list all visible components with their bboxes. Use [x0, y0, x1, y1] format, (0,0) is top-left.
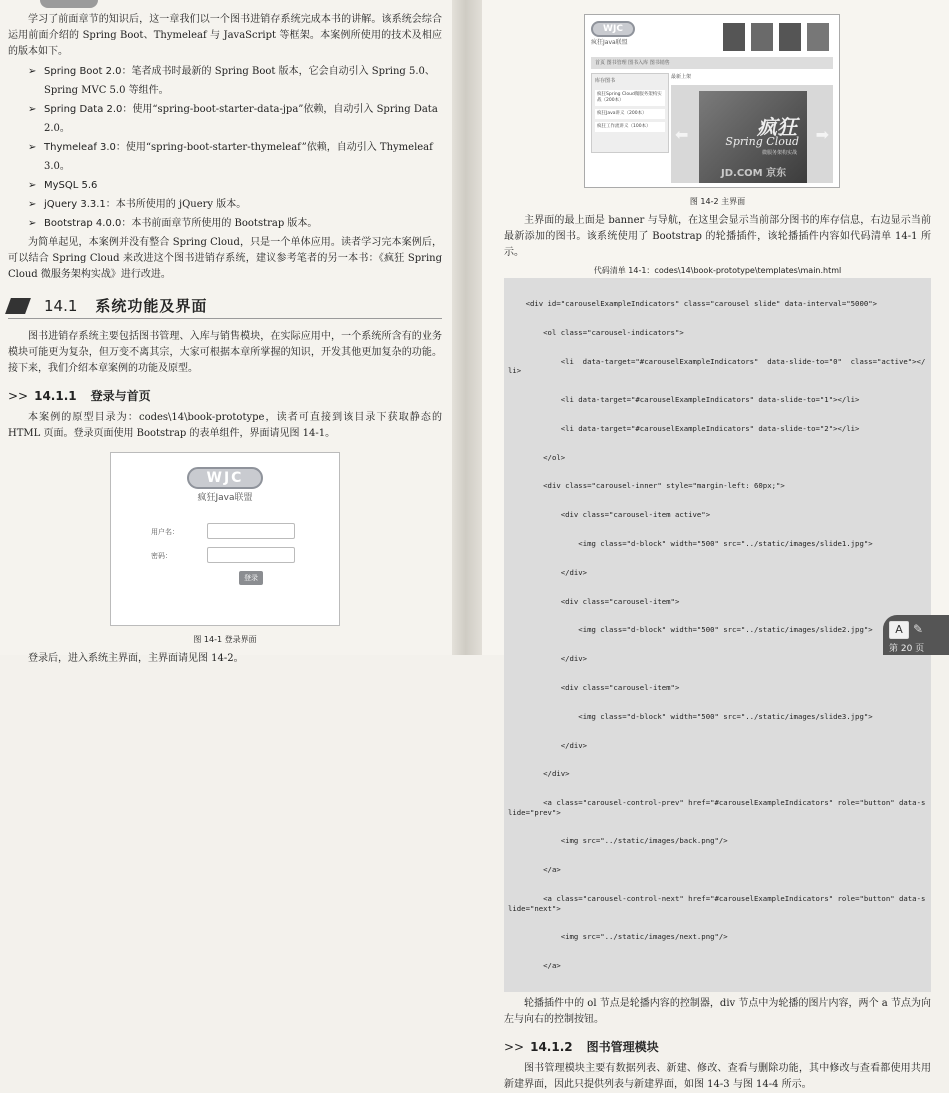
book-cover: 疯狂 Spring Cloud 微服务架构实战 JD.COM 京东	[699, 91, 807, 183]
book-spine	[452, 0, 482, 655]
list-item: 疯狂工作流讲义（100本）	[595, 122, 665, 132]
subsection-heading: >> 14.1.1 登录与首页	[8, 389, 151, 403]
body-paragraph: 轮播插件中的 ol 节点是轮播内容的控制器，div 节点中为轮播的图片内容，两个 a 节点为向左与向右的控制按钮。	[504, 997, 931, 1025]
carousel	[671, 85, 833, 183]
list-item: 疯狂Spring Cloud微服务架构实战（200本）	[595, 90, 665, 106]
username-label: 用户名：	[151, 528, 179, 536]
arrow-left-icon: ⬅	[675, 125, 689, 144]
code-line: <li data-target="#carouselExampleIndicators" data-slide-to="1"></li>	[508, 395, 860, 405]
book-thumbnail	[723, 23, 745, 51]
code-line: <a class="carousel-control-next" href="#carouselExampleIndicators" role="button" data-slide="next">	[508, 894, 926, 913]
logo: WJC 疯狂Java联盟	[173, 467, 277, 507]
list-item: ➢ Thymeleaf 3.0：使用“spring-boot-starter-thymeleaf”依赖，自动引入 Thymeleaf 3.0。	[30, 138, 442, 176]
tech-list	[8, 62, 442, 233]
annotate-pen-icon[interactable]: ✎	[913, 622, 924, 636]
stock-panel: 库存图书 疯狂Spring Cloud微服务架构实战（200本） 疯狂Java讲义（200本） 疯狂工作流讲义（100本）	[591, 73, 669, 153]
main-ui-figure	[584, 14, 840, 188]
code-line: <img src="../static/images/back.png"/>	[508, 836, 728, 846]
logo: WJC 疯狂Java联盟	[591, 21, 635, 46]
new-books-heading: 最新上架	[671, 74, 692, 80]
code-line: <ol class="carousel-indicators">	[508, 327, 684, 337]
list-item: ➢ MySQL 5.6	[30, 176, 442, 195]
code-line: </div>	[508, 654, 588, 664]
code-line: </div>	[508, 740, 588, 750]
code-line: <div class="carousel-item">	[508, 596, 680, 606]
left-page	[0, 0, 452, 664]
body-paragraph: 主界面的最上面是 banner 与导航，在这里会显示当前部分图书的库存信息，右边显示当前最新添加的图书。该系统使用了 Bootstrap 的轮播插件，该轮播插件内容如代码清单 14-1 所示。	[504, 215, 931, 258]
code-line: <img class="d-block" width="500" src="../static/images/slide1.jpg">	[508, 539, 873, 549]
reader-toolbar	[883, 615, 949, 655]
list-item: 疯狂Java讲义（200本）	[595, 109, 665, 119]
code-line: <li data-target="#carouselExampleIndicators" data-slide-to="0" class="active"></li>	[508, 356, 926, 376]
code-listing-title: 代码清单 14-1：codes\14\book-prototype\templates\main.html	[593, 266, 842, 275]
password-input	[207, 547, 295, 563]
book-thumbnail	[751, 23, 773, 51]
body-paragraph: 为简单起见，本案例并没有整合 Spring Cloud，只是一个单体应用。读者学习完本案例后，可以结合 Spring Cloud 来改进这个图书进销存系统，建议参考笔者的另一本书：《疯狂 Spring Cloud 微服务架构实战》进行改进。	[8, 237, 442, 280]
code-line: <div class="carousel-inner" style="margin-left: 60px;">	[508, 481, 785, 491]
list-item: ➢ Spring Boot 2.0：笔者成书时最新的 Spring Boot 版本，它会自动引入 Spring 5.0、Spring MVC 5.0 等组件。	[30, 62, 442, 100]
arrow-right-icon: ➡	[815, 125, 829, 144]
code-line: </div>	[508, 769, 570, 779]
list-item: ➢ jQuery 3.3.1：本书所使用的 jQuery 版本。	[30, 195, 442, 214]
code-line: </a>	[508, 865, 561, 875]
code-line: <img class="d-block" width="500" src="../static/images/slide3.jpg">	[508, 711, 873, 721]
right-page	[482, 0, 949, 1090]
username-input	[207, 523, 295, 539]
body-paragraph: 登录后，进入系统主界面，主界面请见图 14-2。	[28, 653, 244, 664]
code-line: </a>	[508, 961, 561, 971]
body-paragraph: 图书进销存系统主要包括图书管理、入库与销售模块，在实际应用中，一个系统所含有的业务模块可能更为复杂，但万变不离其宗，大家可根据本章所掌握的知识，开发其他更加复杂的功能。接下来，我们介绍本章案例的功能及原型。	[8, 331, 442, 374]
book-thumbnail	[807, 23, 829, 51]
font-size-icon[interactable]: A	[889, 621, 909, 639]
intro-paragraph: 学习了前面章节的知识后，这一章我们以一个图书进销存系统完成本书的讲解。该系统会综合运用前面介绍的 Spring Boot、Thymeleaf 与 JavaScript 等框架。本案例所使用的技术及相应的版本如下。	[8, 14, 442, 57]
code-line: <a class="carousel-control-prev" href="#carouselExampleIndicators" role="button" data-slide="prev">	[508, 798, 926, 817]
login-button: 登录	[239, 571, 263, 585]
code-listing	[504, 278, 931, 992]
code-line: </ol>	[508, 452, 566, 462]
code-line: <div class="carousel-item active">	[508, 510, 711, 520]
figure-caption: 图 14-2 主界面	[689, 197, 746, 206]
list-item: ➢ Bootstrap 4.0.0：本书前面章节所使用的 Bootstrap 版本。	[30, 214, 442, 233]
book-thumbnail	[779, 23, 801, 51]
body-paragraph: 图书管理模块主要有数据列表、新建、修改、查看与删除功能，其中修改与查看都使用共用新建界面，因此只提供列表与新建界面，如图 14-3 与图 14-4 所示。	[504, 1062, 931, 1090]
list-item: ➢ Spring Data 2.0：使用“spring-boot-starter-data-jpa”依赖，自动引入 Spring Data 2.0。	[30, 100, 442, 138]
figure-caption: 图 14-1 登录界面	[193, 635, 257, 644]
subsection-heading: >> 14.1.2 图书管理模块	[504, 1039, 659, 1054]
code-line: </div>	[508, 567, 588, 577]
navbar: 首页 图书管理 图书入库 图书销售	[591, 57, 833, 69]
body-paragraph: 本案例的原型目录为：codes\14\book-prototype，读者可直接到该目录下获取静态的 HTML 页面。登录页面使用 Bootstrap 的表单组件，界面请见图 14-1。	[8, 412, 442, 439]
code-line: <div class="carousel-item">	[508, 682, 680, 692]
code-line: <img class="d-block" width="500" src="../static/images/slide2.jpg">	[508, 625, 873, 635]
code-line: <img src="../static/images/next.png"/>	[508, 932, 728, 942]
chapter-tab-mark	[40, 0, 98, 8]
password-label: 密码：	[151, 552, 172, 560]
code-line: <li data-target="#carouselExampleIndicators" data-slide-to="2"></li>	[508, 423, 860, 433]
code-line: <div id="carouselExampleIndicators" class="carousel slide" data-interval="5000">	[508, 299, 878, 309]
section-heading: 14.1 系统功能及界面	[8, 295, 442, 319]
login-figure	[110, 452, 340, 626]
page-indicator: 第 20 页	[889, 644, 925, 654]
